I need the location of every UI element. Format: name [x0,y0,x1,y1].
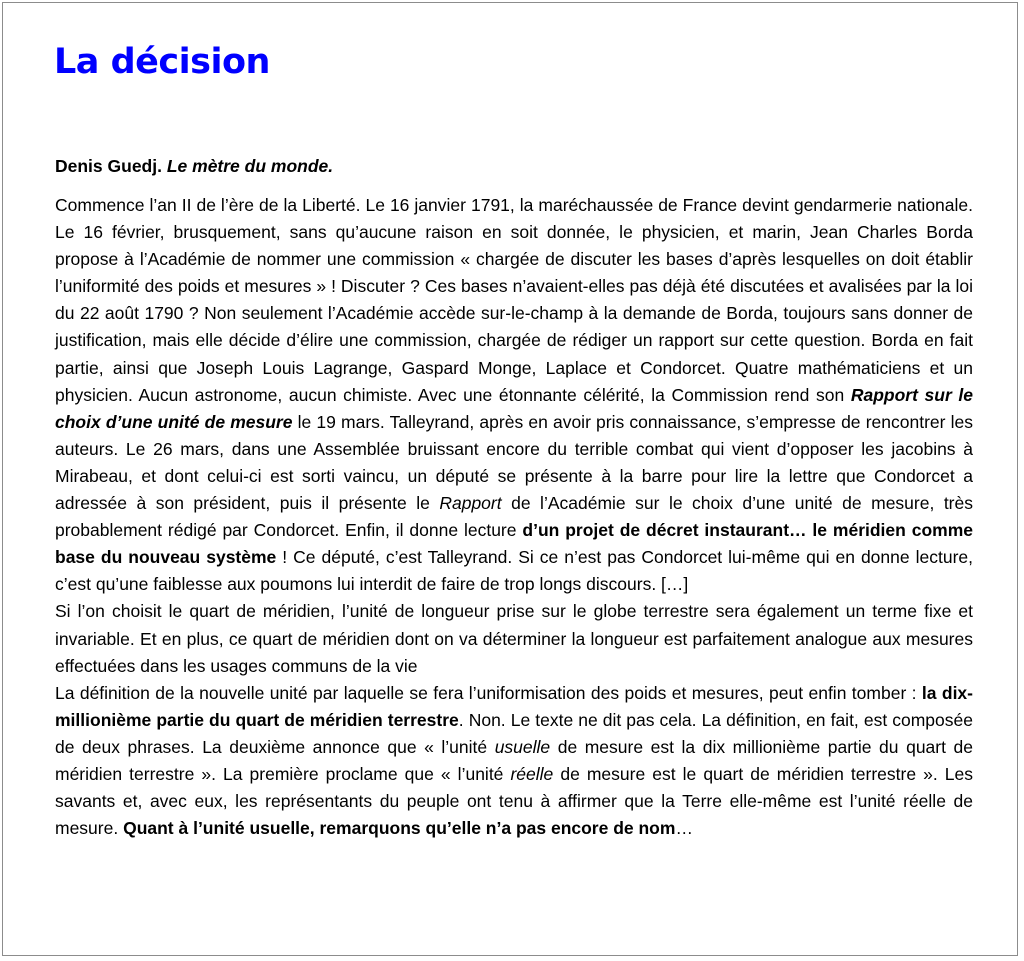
p3-text-4: de mesure est le quart de méridien terrestre ». Les savants et, avec eux, les représentants du peuple ont tenu à affirmer que la Terre elle-même est l’unité réelle de mesure. [55,763,973,839]
p1-rapport-italic: Rapport [439,493,502,514]
p3-conclusion-bold: Quant à l’unité usuelle, remarquons qu’elle n’a pas encore de nom [123,818,676,839]
citation [55,153,333,179]
p3-reelle-italic: réelle [510,763,554,784]
p1-text-3: de l’Académie sur le choix d’une unité de mesure, très probablement rédigé par Condorcet. Enfin, il donne lecture [55,493,973,541]
citation-author: Denis Guedj. [55,156,162,176]
page-frame [2,2,1018,956]
p1-text-4: ! Ce député, c’est Talleyrand. Si ce n’est pas Condorcet lui-même qui en donne lecture, c’est qu’une faiblesse aux poumons lui interdit de faire de trop longs discours. […] [55,547,973,595]
p3-text-2: . Non. Le texte ne dit pas cela. La définition, en fait, est composée de deux phrases. La deuxième annonce que « l’unité [55,709,973,757]
p1-text-2: le 19 mars. Talleyrand, après en avoir pris connaissance, s’empresse de rencontrer les auteurs. Le 26 mars, dans une Assemblée bruissant encore du terrible combat qui vient d’opposer les jacobins à Mirabeau, et dont celui-ci est sorti vaincu, un député se présente à la barre pour lire la lettre que Condorcet a adressée à son président, puis il présente le [55,411,973,514]
citation-work-title: Le mètre du monde. [166,156,334,176]
p1-text-1: Commence l’an II de l’ère de la Liberté. Le 16 janvier 1791, la maréchaussée de France devint gendarmerie nationale. Le 16 février, brusquement, sans qu’aucune raison en soit donnée, le physicien, et marin, Jean Charles Borda propose à l’Académie de nommer une commission « chargée de discuter les bases d’après lesquelles on doit établir l’uniformité des poids et mesures » ! Discuter ? Ces bases n’avaient-elles pas déjà été discutées et avalisées par la loi du 22 août 1790 ? Non seulement l’Académie accède sur-le-champ à la demande de Borda, toujours sans donner de justification, mais elle décide d’élire une commission, chargée de rédiger un rapport sur cette question. Borda en fait partie, ainsi que Joseph Louis Lagrange, Gaspard Monge, Laplace et Condorcet. Quatre mathématiciens et un physicien. Aucun astronome, aucun chimiste. Avec une étonnante célérité, la Commission rend son [55,195,973,405]
p3-text-1: La définition de la nouvelle unité par laquelle se fera l’uniformisation des poids et mesures, peut enfin tomber : [55,682,922,703]
body-text [55,192,973,842]
page-title: La décision [54,42,270,82]
p3-ellipsis: … [675,818,693,839]
p3-definition-bold: la dix-millionième partie du quart de méridien terrestre [55,682,973,730]
p1-report-title: Rapport sur le choix d’une unité de mesure [55,384,973,432]
p2-text-1: Si l’on choisit le quart de méridien, l’unité de longueur prise sur le globe terrestre sera également un terme fixe et invariable. Et en plus, ce quart de méridien dont on va déterminer la longueur est parfaitement analogue aux mesures effectuées dans les usages communs de la vie [55,601,973,676]
paragraph-2 [55,598,973,679]
p3-text-3: de mesure est la dix millionième partie du quart de méridien terrestre ». La première proclame que « l’unité [55,736,973,784]
p1-decree-bold: d’un projet de décret instaurant… le méridien comme base du nouveau système [55,520,974,568]
paragraph-3 [55,680,973,843]
paragraph-1 [55,192,973,598]
p3-usuelle-italic: usuelle [494,736,551,757]
